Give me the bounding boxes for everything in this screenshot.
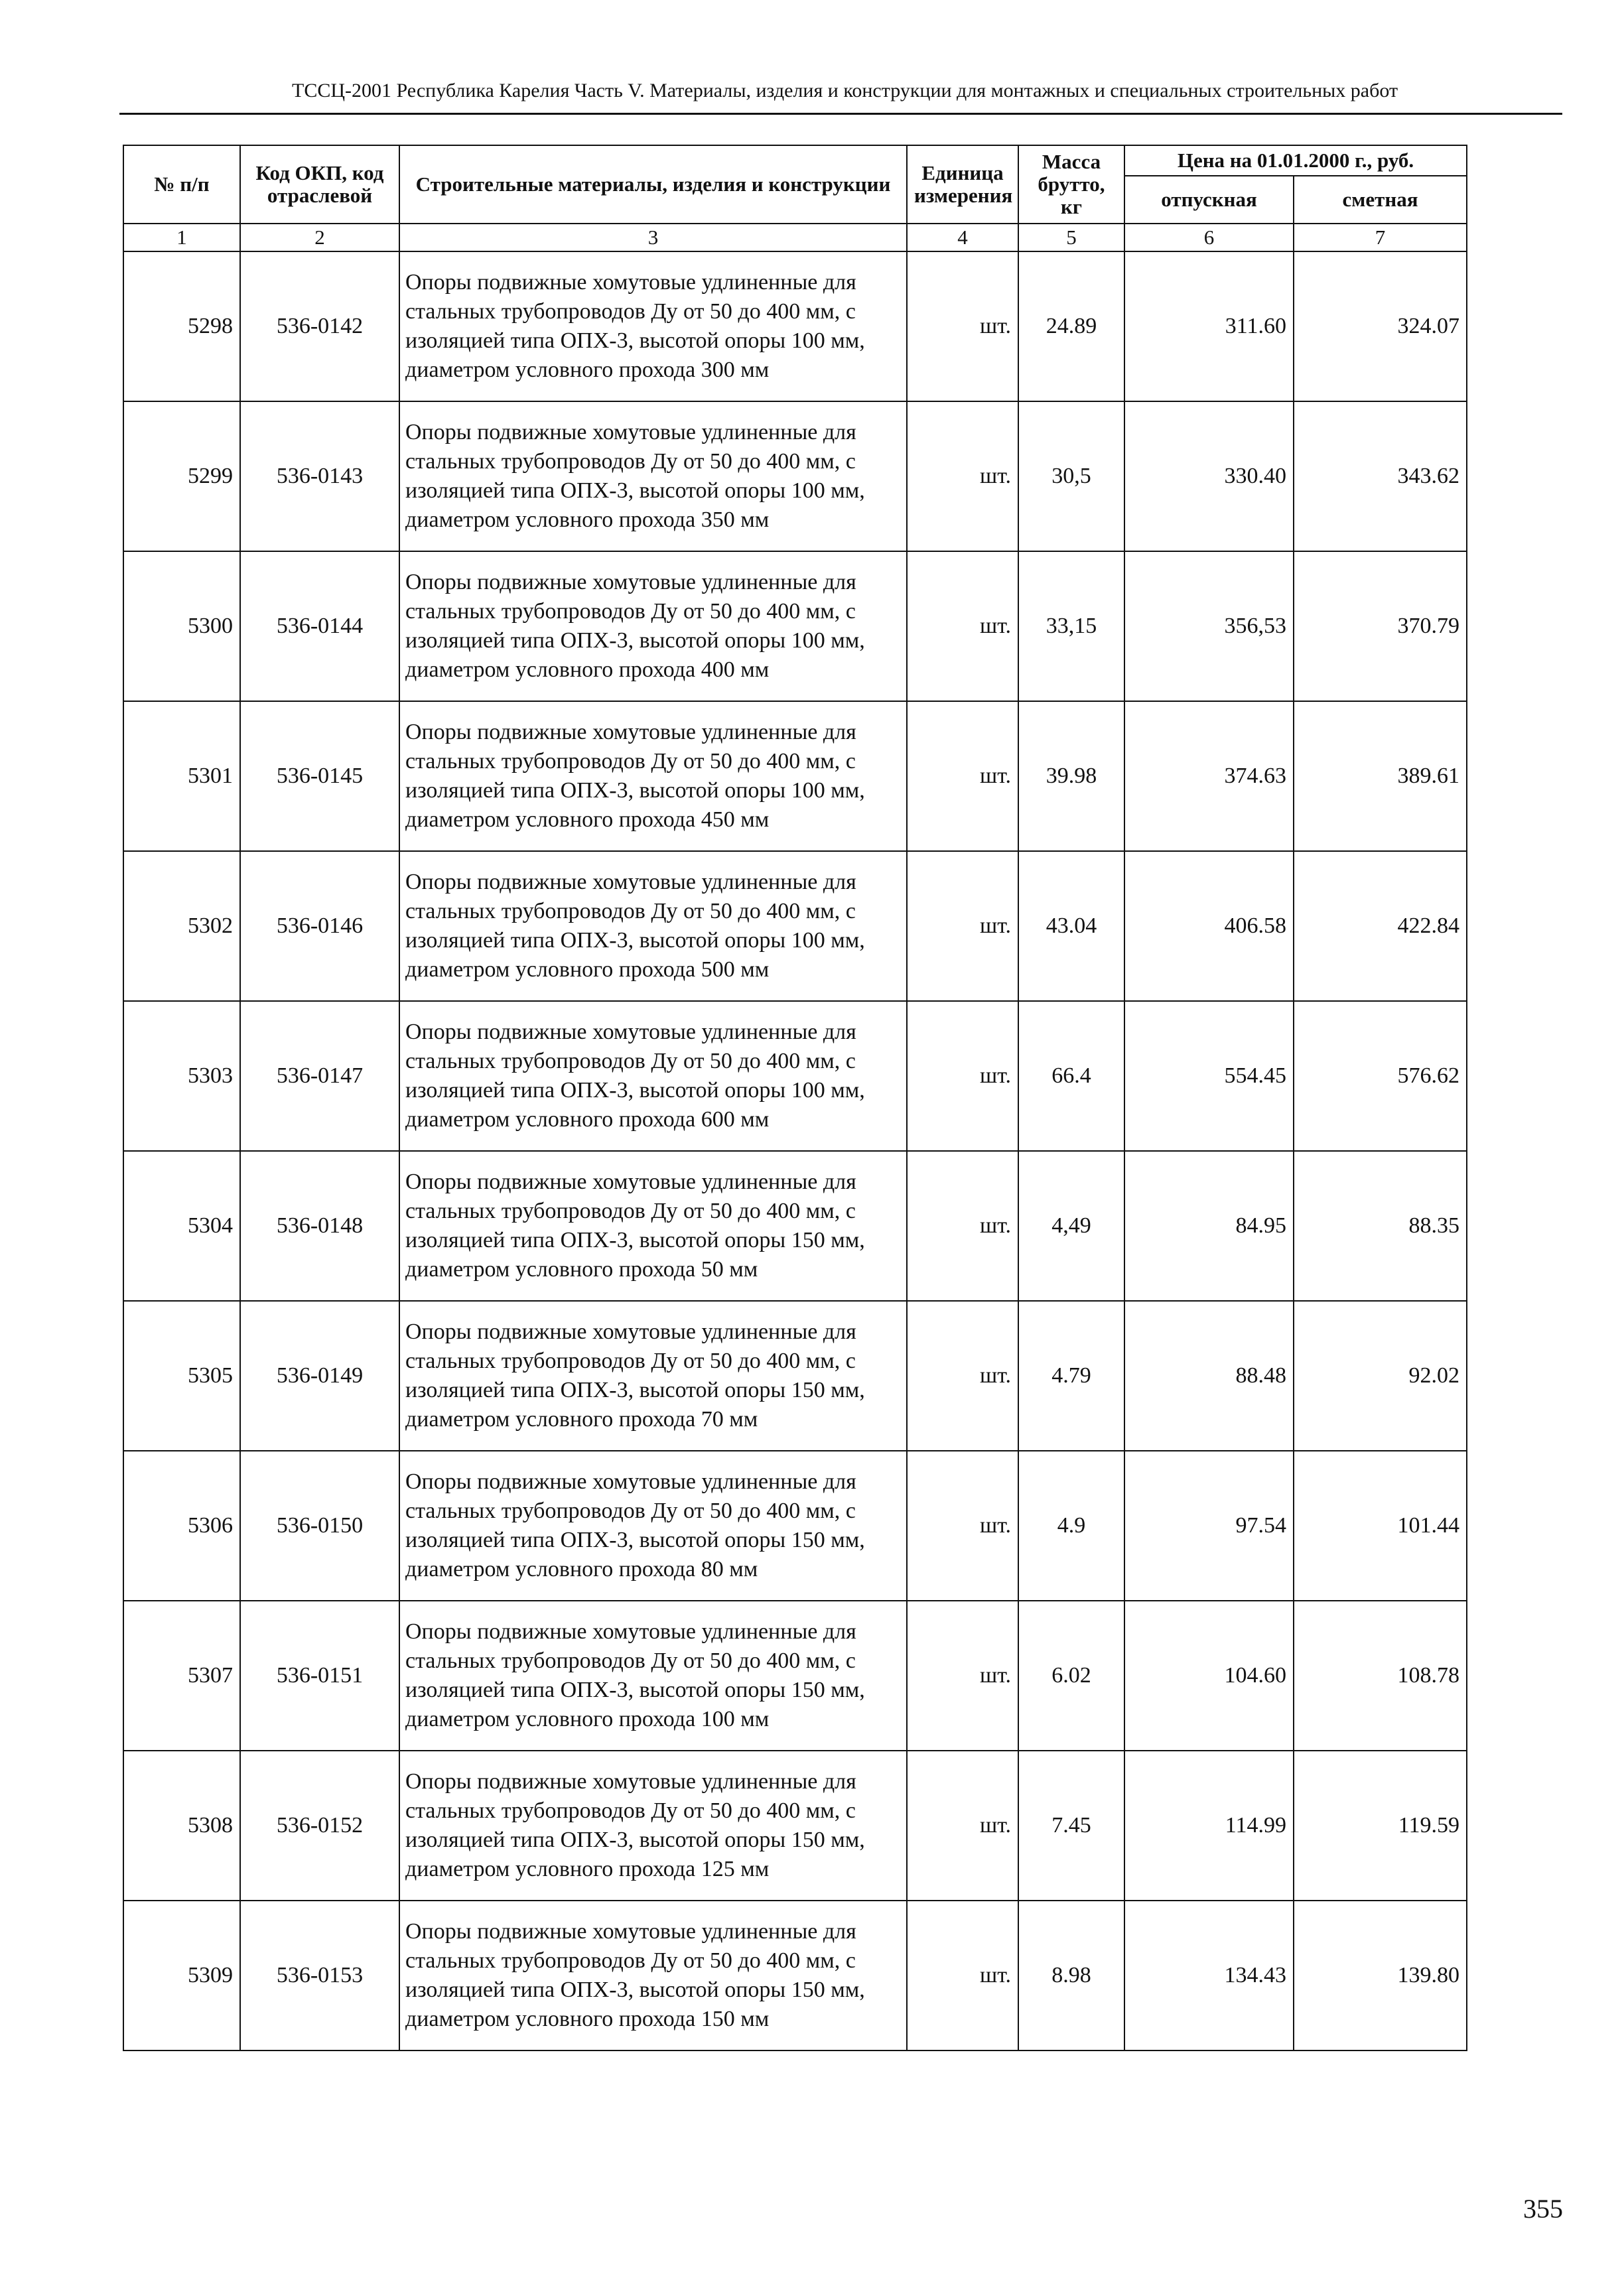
table-row — [123, 551, 1467, 701]
row-price-release: 330.40 — [1124, 401, 1294, 551]
header-rule — [119, 113, 1562, 115]
column-number: 7 — [1294, 224, 1467, 251]
row-code: 536-0143 — [240, 401, 399, 551]
row-code: 536-0151 — [240, 1601, 399, 1751]
column-number: 5 — [1018, 224, 1124, 251]
row-code: 536-0144 — [240, 551, 399, 701]
row-name: Опоры подвижные хомутовые удлиненные для стальных трубопроводов Ду от 50 до 400 мм, с изоляцией типа ОПХ-3, высотой опоры 150 мм, диаметром условного прохода 100 мм — [399, 1601, 907, 1751]
row-mass: 8.98 — [1018, 1901, 1124, 2051]
row-mass: 66.4 — [1018, 1001, 1124, 1151]
row-price-release: 374.63 — [1124, 701, 1294, 851]
row-price-release: 134.43 — [1124, 1901, 1294, 2051]
row-number: 5302 — [123, 851, 240, 1001]
row-mass: 30,5 — [1018, 401, 1124, 551]
row-number: 5299 — [123, 401, 240, 551]
row-unit: шт. — [907, 401, 1018, 551]
column-number: 6 — [1124, 224, 1294, 251]
row-code: 536-0146 — [240, 851, 399, 1001]
row-mass: 43.04 — [1018, 851, 1124, 1001]
header-price-group: Цена на 01.01.2000 г., руб. — [1124, 145, 1467, 176]
row-mass: 6.02 — [1018, 1601, 1124, 1751]
row-price-release: 554.45 — [1124, 1001, 1294, 1151]
row-price-estimate: 422.84 — [1294, 851, 1467, 1001]
row-name: Опоры подвижные хомутовые удлиненные для стальных трубопроводов Ду от 50 до 400 мм, с изоляцией типа ОПХ-3, высотой опоры 100 мм, диаметром условного прохода 350 мм — [399, 401, 907, 551]
row-mass: 39.98 — [1018, 701, 1124, 851]
row-number: 5301 — [123, 701, 240, 851]
row-name: Опоры подвижные хомутовые удлиненные для стальных трубопроводов Ду от 50 до 400 мм, с изоляцией типа ОПХ-3, высотой опоры 150 мм, диаметром условного прохода 50 мм — [399, 1151, 907, 1301]
row-number: 5306 — [123, 1451, 240, 1601]
column-number: 4 — [907, 224, 1018, 251]
row-unit: шт. — [907, 1751, 1018, 1901]
row-name: Опоры подвижные хомутовые удлиненные для стальных трубопроводов Ду от 50 до 400 мм, с изоляцией типа ОПХ-3, высотой опоры 150 мм, диаметром условного прохода 70 мм — [399, 1301, 907, 1451]
header-name: Строительные материалы, изделия и конструкции — [399, 145, 907, 224]
row-unit: шт. — [907, 1001, 1018, 1151]
row-number: 5307 — [123, 1601, 240, 1751]
row-price-estimate: 139.80 — [1294, 1901, 1467, 2051]
row-name: Опоры подвижные хомутовые удлиненные для стальных трубопроводов Ду от 50 до 400 мм, с изоляцией типа ОПХ-3, высотой опоры 100 мм, диаметром условного прохода 450 мм — [399, 701, 907, 851]
row-price-estimate: 92.02 — [1294, 1301, 1467, 1451]
row-mass: 4.79 — [1018, 1301, 1124, 1451]
row-unit: шт. — [907, 1151, 1018, 1301]
row-name: Опоры подвижные хомутовые удлиненные для стальных трубопроводов Ду от 50 до 400 мм, с изоляцией типа ОПХ-3, высотой опоры 150 мм, диаметром условного прохода 80 мм — [399, 1451, 907, 1601]
row-mass: 7.45 — [1018, 1751, 1124, 1901]
row-name: Опоры подвижные хомутовые удлиненные для стальных трубопроводов Ду от 50 до 400 мм, с изоляцией типа ОПХ-3, высотой опоры 150 мм, диаметром условного прохода 125 мм — [399, 1751, 907, 1901]
row-mass: 4,49 — [1018, 1151, 1124, 1301]
table-row — [123, 1451, 1467, 1601]
row-price-release: 88.48 — [1124, 1301, 1294, 1451]
row-name: Опоры подвижные хомутовые удлиненные для стальных трубопроводов Ду от 50 до 400 мм, с изоляцией типа ОПХ-3, высотой опоры 150 мм, диаметром условного прохода 150 мм — [399, 1901, 907, 2051]
table-row — [123, 1151, 1467, 1301]
row-unit: шт. — [907, 851, 1018, 1001]
row-unit: шт. — [907, 251, 1018, 401]
row-unit: шт. — [907, 1901, 1018, 2051]
row-unit: шт. — [907, 701, 1018, 851]
header-unit: Единица измерения — [907, 145, 1018, 224]
row-name: Опоры подвижные хомутовые удлиненные для стальных трубопроводов Ду от 50 до 400 мм, с изоляцией типа ОПХ-3, высотой опоры 100 мм, диаметром условного прохода 300 мм — [399, 251, 907, 401]
row-price-estimate: 108.78 — [1294, 1601, 1467, 1751]
row-price-release: 84.95 — [1124, 1151, 1294, 1301]
row-unit: шт. — [907, 551, 1018, 701]
header-mass: Масса брутто, кг — [1018, 145, 1124, 224]
row-code: 536-0147 — [240, 1001, 399, 1151]
row-price-estimate: 119.59 — [1294, 1751, 1467, 1901]
row-price-release: 406.58 — [1124, 851, 1294, 1001]
table-row — [123, 701, 1467, 851]
column-number: 1 — [123, 224, 240, 251]
column-number: 2 — [240, 224, 399, 251]
page-number: 355 — [1523, 2194, 1563, 2224]
row-number: 5298 — [123, 251, 240, 401]
header-price-release: отпускная — [1124, 176, 1294, 224]
table-row — [123, 1001, 1467, 1151]
row-code: 536-0152 — [240, 1751, 399, 1901]
table-row — [123, 401, 1467, 551]
row-code: 536-0145 — [240, 701, 399, 851]
row-price-estimate: 343.62 — [1294, 401, 1467, 551]
header-num: № п/п — [123, 145, 240, 224]
row-mass: 33,15 — [1018, 551, 1124, 701]
row-price-release: 311.60 — [1124, 251, 1294, 401]
row-code: 536-0149 — [240, 1301, 399, 1451]
row-price-estimate: 370.79 — [1294, 551, 1467, 701]
row-mass: 4.9 — [1018, 1451, 1124, 1601]
row-price-estimate: 576.62 — [1294, 1001, 1467, 1151]
table-row — [123, 251, 1467, 401]
row-number: 5309 — [123, 1901, 240, 2051]
row-price-release: 356,53 — [1124, 551, 1294, 701]
header-code: Код ОКП, код отраслевой — [240, 145, 399, 224]
header-price-estimate: сметная — [1294, 176, 1467, 224]
row-number: 5308 — [123, 1751, 240, 1901]
row-price-estimate: 88.35 — [1294, 1151, 1467, 1301]
row-price-release: 97.54 — [1124, 1451, 1294, 1601]
row-number: 5303 — [123, 1001, 240, 1151]
price-table — [123, 145, 1467, 2051]
row-number: 5305 — [123, 1301, 240, 1451]
row-name: Опоры подвижные хомутовые удлиненные для стальных трубопроводов Ду от 50 до 400 мм, с изоляцией типа ОПХ-3, высотой опоры 100 мм, диаметром условного прохода 400 мм — [399, 551, 907, 701]
table-row — [123, 1751, 1467, 1901]
row-unit: шт. — [907, 1451, 1018, 1601]
row-code: 536-0148 — [240, 1151, 399, 1301]
row-number: 5300 — [123, 551, 240, 701]
column-number: 3 — [399, 224, 907, 251]
table-row — [123, 1301, 1467, 1451]
row-unit: шт. — [907, 1601, 1018, 1751]
row-price-estimate: 389.61 — [1294, 701, 1467, 851]
row-unit: шт. — [907, 1301, 1018, 1451]
row-price-release: 104.60 — [1124, 1601, 1294, 1751]
row-code: 536-0142 — [240, 251, 399, 401]
table-row — [123, 1901, 1467, 2051]
row-price-estimate: 101.44 — [1294, 1451, 1467, 1601]
row-mass: 24.89 — [1018, 251, 1124, 401]
row-code: 536-0150 — [240, 1451, 399, 1601]
table-row — [123, 1601, 1467, 1751]
page-header: ТССЦ-2001 Республика Карелия Часть V. Материалы, изделия и конструкции для монтажных и специальных строительных работ — [292, 80, 1398, 101]
row-name: Опоры подвижные хомутовые удлиненные для стальных трубопроводов Ду от 50 до 400 мм, с изоляцией типа ОПХ-3, высотой опоры 100 мм, диаметром условного прохода 500 мм — [399, 851, 907, 1001]
row-price-estimate: 324.07 — [1294, 251, 1467, 401]
row-code: 536-0153 — [240, 1901, 399, 2051]
row-price-release: 114.99 — [1124, 1751, 1294, 1901]
table-row — [123, 851, 1467, 1001]
row-number: 5304 — [123, 1151, 240, 1301]
row-name: Опоры подвижные хомутовые удлиненные для стальных трубопроводов Ду от 50 до 400 мм, с изоляцией типа ОПХ-3, высотой опоры 100 мм, диаметром условного прохода 600 мм — [399, 1001, 907, 1151]
